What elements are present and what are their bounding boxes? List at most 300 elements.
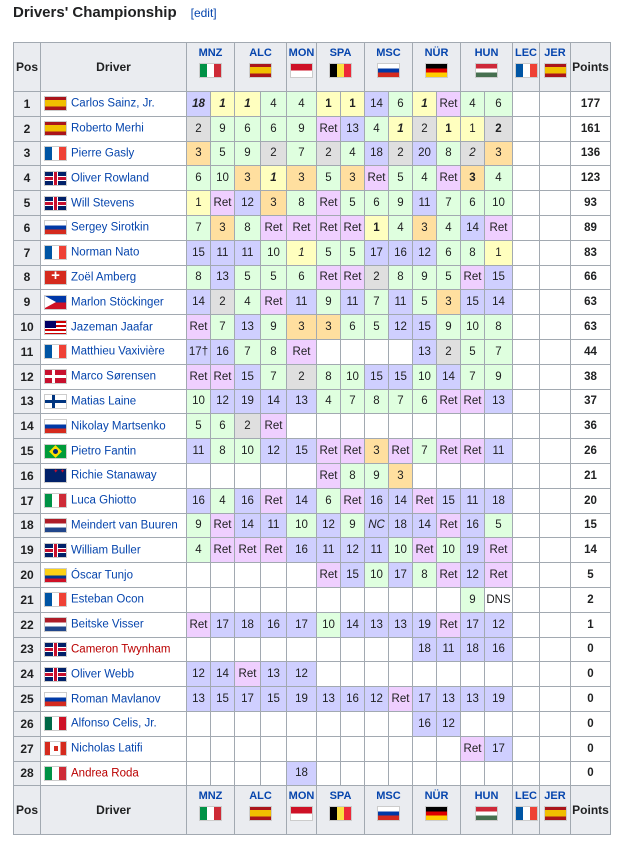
position-cell: 14 (14, 414, 41, 439)
result-cell (513, 736, 540, 761)
result-cell: 4 (437, 215, 461, 240)
table-row (14, 339, 611, 364)
result-cell (389, 637, 413, 662)
result-cell (365, 736, 389, 761)
result-cell: 13 (187, 687, 211, 712)
result-cell: Ret (485, 563, 513, 588)
race-header-lec[interactable] (513, 786, 540, 835)
result-cell: 16 (187, 488, 211, 513)
position-cell: 19 (14, 538, 41, 563)
result-cell: Ret (461, 389, 485, 414)
position-cell: 21 (14, 587, 41, 612)
result-cell: 5 (389, 166, 413, 191)
result-cell: 1 (389, 116, 413, 141)
result-cell: Ret (437, 563, 461, 588)
result-cell (437, 736, 461, 761)
result-cell: 1 (365, 215, 389, 240)
position-cell: 18 (14, 513, 41, 538)
result-cell: 12 (261, 439, 287, 464)
result-cell: 2 (287, 364, 317, 389)
result-cell (261, 711, 287, 736)
driver-link[interactable]: Marlon Stöckinger (71, 296, 164, 309)
race-code: MNZ (198, 790, 223, 803)
result-cell: 9 (317, 290, 341, 315)
position-cell: 25 (14, 687, 41, 712)
result-cell: 5 (365, 315, 389, 340)
driver-link[interactable]: Roman Mavlanov (71, 693, 161, 706)
result-cell (540, 265, 571, 290)
result-cell: 14 (341, 612, 365, 637)
result-cell (513, 563, 540, 588)
result-cell: 12 (235, 191, 261, 216)
result-cell: 11 (389, 290, 413, 315)
flag-ru-icon (44, 692, 67, 707)
result-cell (287, 463, 317, 488)
driver-link[interactable]: Pierre Gasly (71, 147, 135, 160)
result-cell (461, 662, 485, 687)
driver-cell (41, 240, 187, 265)
result-cell (287, 711, 317, 736)
race-header-mnz[interactable] (187, 43, 235, 92)
result-cell (261, 637, 287, 662)
driver-link[interactable]: Meindert van Buuren (71, 519, 178, 532)
result-cell (317, 711, 341, 736)
flag-hu-icon (475, 63, 498, 78)
race-code: ALC (249, 47, 272, 59)
points-cell: 0 (571, 687, 611, 712)
result-cell (540, 166, 571, 191)
driver-link[interactable]: Cameron Twynham (71, 643, 171, 656)
points-cell: 15 (571, 513, 611, 538)
result-cell: 2 (317, 141, 341, 166)
result-cell: 14 (287, 488, 317, 513)
driver-link[interactable]: William Buller (71, 544, 141, 557)
result-cell (211, 637, 235, 662)
race-header-alc[interactable] (235, 43, 287, 92)
result-cell (513, 141, 540, 166)
result-cell (413, 414, 437, 439)
driver-link[interactable]: Matias Laine (71, 395, 137, 408)
driver-link[interactable]: Pietro Fantin (71, 445, 137, 458)
result-cell: 13 (413, 339, 437, 364)
result-cell: 5 (317, 166, 341, 191)
result-cell: 17 (365, 240, 389, 265)
position-cell: 3 (14, 141, 41, 166)
result-cell: 13 (261, 662, 287, 687)
driver-link[interactable]: Alfonso Celis, Jr. (71, 717, 157, 730)
result-cell: 3 (187, 141, 211, 166)
result-cell: 2 (461, 141, 485, 166)
result-cell (513, 761, 540, 786)
driver-link[interactable]: Esteban Ocon (71, 593, 144, 606)
result-cell: 15 (437, 488, 461, 513)
driver-link[interactable]: Nicholas Latifi (71, 742, 143, 755)
position-cell: 8 (14, 265, 41, 290)
result-cell: 12 (461, 563, 485, 588)
result-cell: Ret (317, 215, 341, 240)
result-cell: 11 (235, 240, 261, 265)
result-cell (513, 166, 540, 191)
result-cell: 18 (235, 612, 261, 637)
driver-cell (41, 488, 187, 513)
position-cell: 26 (14, 711, 41, 736)
result-cell: 16 (485, 637, 513, 662)
result-cell (461, 414, 485, 439)
race-header-nür[interactable] (413, 786, 461, 835)
race-header-hun[interactable] (461, 43, 513, 92)
driver-link[interactable]: Marco Sørensen (71, 370, 157, 383)
result-cell (540, 141, 571, 166)
result-cell: 16 (413, 711, 437, 736)
result-cell: 12 (187, 662, 211, 687)
result-cell: 13 (317, 687, 341, 712)
result-cell: DNS (485, 587, 513, 612)
result-cell: 7 (365, 290, 389, 315)
result-cell: 6 (287, 265, 317, 290)
points-cell: 5 (571, 563, 611, 588)
driver-link[interactable]: Oliver Webb (71, 668, 135, 681)
points-header: Points (571, 43, 611, 92)
result-cell: 7 (287, 141, 317, 166)
table-row (14, 587, 611, 612)
result-cell: 12 (485, 612, 513, 637)
result-cell: 4 (389, 215, 413, 240)
result-cell: Ret (437, 389, 461, 414)
result-cell: 5 (413, 290, 437, 315)
result-cell: 2 (235, 414, 261, 439)
race-code: NÜR (424, 790, 449, 803)
result-cell: Ret (437, 439, 461, 464)
race-header-lec[interactable] (513, 43, 540, 92)
result-cell (235, 711, 261, 736)
position-cell: 16 (14, 463, 41, 488)
result-cell (317, 414, 341, 439)
position-cell: 6 (14, 215, 41, 240)
race-header-mon[interactable] (287, 43, 317, 92)
result-cell (365, 711, 389, 736)
result-cell: 10 (235, 439, 261, 464)
result-cell: 1 (413, 92, 437, 117)
flag-ru-icon (44, 220, 67, 235)
result-cell: 7 (485, 339, 513, 364)
driver-cell (41, 116, 187, 141)
driver-link[interactable]: Oliver Rowland (71, 172, 149, 185)
result-cell: Ret (261, 414, 287, 439)
result-cell (317, 662, 341, 687)
result-cell: 6 (437, 240, 461, 265)
result-cell (437, 587, 461, 612)
section-header (13, 4, 217, 26)
result-cell: Ret (341, 439, 365, 464)
flag-ru-icon (377, 63, 400, 78)
points-cell: 177 (571, 92, 611, 117)
flag-mc-icon (290, 806, 313, 821)
result-cell: 10 (461, 315, 485, 340)
flag-mx-icon (44, 716, 67, 731)
result-cell: 11 (287, 290, 317, 315)
result-cell (287, 587, 317, 612)
result-cell: 4 (485, 166, 513, 191)
result-cell: 10 (261, 240, 287, 265)
result-cell: 19 (461, 538, 485, 563)
result-cell: Ret (413, 488, 437, 513)
result-cell: 1 (261, 166, 287, 191)
driver-link[interactable]: Óscar Tunjo (71, 569, 133, 582)
result-cell: 17 (235, 687, 261, 712)
position-cell: 27 (14, 736, 41, 761)
table-body (14, 92, 611, 786)
result-cell (341, 637, 365, 662)
result-cell: 15 (389, 364, 413, 389)
result-cell: 9 (211, 116, 235, 141)
result-cell: 17 (485, 736, 513, 761)
race-code: MSC (376, 47, 401, 59)
result-cell (540, 463, 571, 488)
driver-link[interactable]: Will Stevens (71, 197, 135, 210)
driver-link[interactable]: Norman Nato (71, 246, 140, 259)
result-cell (211, 711, 235, 736)
race-code: LEC (515, 790, 537, 803)
result-cell: 8 (389, 265, 413, 290)
race-header-spa[interactable] (317, 43, 365, 92)
result-cell (187, 736, 211, 761)
result-cell: Ret (485, 538, 513, 563)
driver-link[interactable]: Nikolay Martsenko (71, 420, 166, 433)
driver-link[interactable]: Andrea Roda (71, 767, 139, 780)
points-cell: 20 (571, 488, 611, 513)
result-cell: Ret (211, 364, 235, 389)
driver-link[interactable]: Jazeman Jaafar (71, 321, 153, 334)
race-code: HUN (474, 47, 499, 59)
result-cell: Ret (261, 488, 287, 513)
result-cell: 11 (317, 538, 341, 563)
result-cell: 13 (235, 315, 261, 340)
result-cell: 9 (389, 191, 413, 216)
table-row (14, 439, 611, 464)
points-cell: 83 (571, 240, 611, 265)
result-cell: 6 (413, 389, 437, 414)
result-cell: 8 (461, 240, 485, 265)
race-header-jer[interactable] (540, 786, 571, 835)
result-cell: 13 (341, 116, 365, 141)
result-cell (540, 92, 571, 117)
result-cell (485, 761, 513, 786)
points-cell: 0 (571, 662, 611, 687)
result-cell (389, 662, 413, 687)
driver-link[interactable]: Luca Ghiotto (71, 494, 137, 507)
points-cell: 38 (571, 364, 611, 389)
result-cell (437, 662, 461, 687)
result-cell: 8 (341, 463, 365, 488)
flag-ru-icon (44, 419, 67, 434)
result-cell: 6 (261, 116, 287, 141)
driver-link[interactable]: Roberto Merhi (71, 122, 144, 135)
result-cell: 10 (485, 191, 513, 216)
result-cell (513, 215, 540, 240)
points-cell: 44 (571, 339, 611, 364)
result-cell: Ret (461, 265, 485, 290)
result-cell (261, 736, 287, 761)
driver-link[interactable]: Sergey Sirotkin (71, 221, 149, 234)
result-cell (513, 637, 540, 662)
flag-fr-icon (44, 146, 67, 161)
table-header (14, 43, 611, 92)
flag-es-icon (249, 806, 272, 821)
result-cell (513, 488, 540, 513)
result-cell (389, 414, 413, 439)
result-cell (235, 736, 261, 761)
result-cell: 8 (485, 315, 513, 340)
table-row (14, 563, 611, 588)
result-cell (461, 711, 485, 736)
result-cell (485, 662, 513, 687)
driver-cell (41, 290, 187, 315)
table-row (14, 240, 611, 265)
flag-fi-icon (44, 394, 67, 409)
result-cell (513, 389, 540, 414)
result-cell: Ret (389, 439, 413, 464)
result-cell: 18 (365, 141, 389, 166)
result-cell (187, 711, 211, 736)
result-cell: 6 (365, 191, 389, 216)
race-header-msc[interactable] (365, 786, 413, 835)
result-cell (540, 736, 571, 761)
result-cell: 8 (187, 265, 211, 290)
result-cell: 8 (365, 389, 389, 414)
result-cell (287, 736, 317, 761)
result-cell: 2 (187, 116, 211, 141)
driver-header: Driver (41, 43, 187, 92)
points-cell: 0 (571, 711, 611, 736)
result-cell: 3 (287, 166, 317, 191)
race-header-nür[interactable] (413, 43, 461, 92)
race-header-hun[interactable] (461, 786, 513, 835)
result-cell: 11 (187, 439, 211, 464)
result-cell: Ret (235, 538, 261, 563)
driver-link[interactable]: Matthieu Vaxivière (71, 345, 165, 358)
race-header-jer[interactable] (540, 43, 571, 92)
flag-be-icon (329, 806, 352, 821)
position-cell: 7 (14, 240, 41, 265)
driver-cell (41, 215, 187, 240)
result-cell (513, 711, 540, 736)
result-cell (540, 315, 571, 340)
result-cell: Ret (461, 439, 485, 464)
result-cell (437, 414, 461, 439)
result-cell (235, 563, 261, 588)
result-cell: 13 (437, 687, 461, 712)
result-cell: 8 (413, 563, 437, 588)
driver-link[interactable]: Carlos Sainz, Jr. (71, 97, 155, 110)
race-header-spa[interactable] (317, 786, 365, 835)
result-cell: 5 (437, 265, 461, 290)
points-cell: 37 (571, 389, 611, 414)
race-code: MSC (376, 790, 401, 803)
driver-cell (41, 637, 187, 662)
flag-es-icon (249, 63, 272, 78)
result-cell: 6 (341, 315, 365, 340)
race-header-mnz[interactable] (187, 786, 235, 835)
result-cell: 5 (341, 240, 365, 265)
result-cell: Ret (187, 364, 211, 389)
pos-header: Pos (14, 43, 41, 92)
position-cell: 24 (14, 662, 41, 687)
result-cell (540, 116, 571, 141)
result-cell (187, 587, 211, 612)
table-row (14, 538, 611, 563)
table-row (14, 215, 611, 240)
result-cell (513, 513, 540, 538)
result-cell: Ret (187, 612, 211, 637)
points-cell: 0 (571, 761, 611, 786)
position-cell: 1 (14, 92, 41, 117)
result-cell: 4 (187, 538, 211, 563)
flag-de-icon (425, 63, 448, 78)
result-cell (485, 463, 513, 488)
result-cell (485, 711, 513, 736)
driver-cell (41, 761, 187, 786)
result-cell (187, 463, 211, 488)
result-cell (389, 587, 413, 612)
race-header-mon[interactable] (287, 786, 317, 835)
result-cell: 17 (461, 612, 485, 637)
result-cell: 15 (461, 290, 485, 315)
result-cell: Ret (437, 513, 461, 538)
position-cell: 13 (14, 389, 41, 414)
result-cell: Ret (341, 265, 365, 290)
race-header-alc[interactable] (235, 786, 287, 835)
result-cell (365, 414, 389, 439)
result-cell (461, 761, 485, 786)
result-cell: 6 (389, 92, 413, 117)
result-cell: 6 (485, 92, 513, 117)
flag-it-icon (44, 493, 67, 508)
result-cell: 8 (235, 215, 261, 240)
driver-link[interactable]: Beitske Visser (71, 618, 144, 631)
result-cell: 9 (461, 587, 485, 612)
result-cell: 17 (211, 612, 235, 637)
race-code: JER (544, 47, 566, 59)
result-cell: 2 (413, 116, 437, 141)
flag-gb-icon (44, 543, 67, 558)
race-header-msc[interactable] (365, 43, 413, 92)
driver-link[interactable]: Zoël Amberg (71, 271, 137, 284)
flag-mc-icon (290, 63, 313, 78)
result-cell: 14 (261, 389, 287, 414)
flag-es-icon (544, 63, 567, 78)
points-cell: 0 (571, 637, 611, 662)
driver-cell (41, 166, 187, 191)
points-cell: 63 (571, 290, 611, 315)
result-cell (211, 587, 235, 612)
table-row (14, 761, 611, 786)
result-cell: Ret (341, 215, 365, 240)
flag-gb-icon (44, 196, 67, 211)
result-cell (540, 587, 571, 612)
result-cell (513, 116, 540, 141)
result-cell: 8 (211, 439, 235, 464)
result-cell: 15 (235, 364, 261, 389)
flag-dk-icon (44, 369, 67, 384)
result-cell (235, 587, 261, 612)
result-cell: 12 (389, 315, 413, 340)
result-cell (413, 761, 437, 786)
edit-link[interactable]: [edit] (190, 6, 217, 20)
flag-es-icon (44, 121, 67, 136)
flag-fr-icon (44, 592, 67, 607)
flag-es-icon (544, 806, 567, 821)
driver-link[interactable]: Richie Stanaway (71, 469, 157, 482)
